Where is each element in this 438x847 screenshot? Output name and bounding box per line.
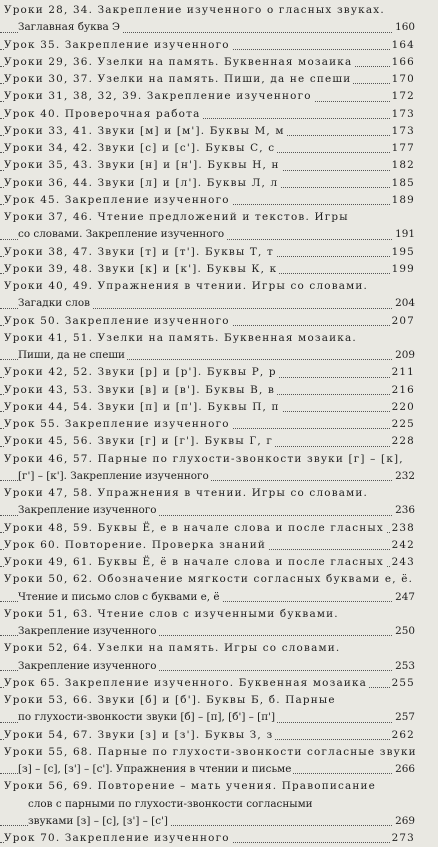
toc-text: Урок 50. Закрепление изученного — [4, 314, 230, 327]
page-number: 191 — [393, 226, 415, 243]
toc-line — [0, 347, 438, 364]
toc-text: слов с парными по глухости-звонкости согласными — [28, 797, 313, 810]
toc-text: Уроки 55, 68. Парные по глухости-звонкости согласные звуки — [4, 745, 417, 758]
page-number: 232 — [393, 468, 415, 485]
page-number: 177 — [390, 140, 415, 157]
toc-line — [0, 226, 438, 243]
toc-line — [0, 468, 438, 485]
page-number: 173 — [390, 106, 415, 123]
toc-line — [0, 364, 438, 381]
toc-text: Уроки 49, 61. Буквы Ё, ё в начале слова и после гласных — [4, 556, 384, 568]
toc-line — [0, 209, 438, 226]
toc-line — [0, 744, 438, 761]
toc-line — [0, 520, 438, 537]
toc-text: по глухости-звонкости звуки [б] – [п], [б'] – [п'] — [18, 711, 276, 724]
page-number: 173 — [390, 123, 415, 140]
page-number: 228 — [390, 433, 415, 450]
toc-line — [0, 330, 438, 347]
toc-line — [0, 157, 438, 174]
page-number: 166 — [390, 54, 415, 71]
toc-text: Уроки 48, 59. Буквы Ё, е в начале слова и после гласных — [4, 521, 384, 534]
toc-line — [0, 606, 438, 623]
toc-line — [0, 19, 438, 36]
page-number: 250 — [393, 623, 415, 640]
page-number: 204 — [393, 295, 415, 312]
toc-line — [0, 313, 438, 330]
toc-text: Уроки 45, 56. Звуки [г] и [г']. Буквы Г, г — [4, 435, 274, 448]
page-number: 189 — [390, 192, 415, 209]
toc-line — [0, 123, 438, 140]
toc-line — [0, 727, 438, 744]
toc-text: Уроки 56, 69. Повторение – мать учения. Правописание — [4, 780, 376, 793]
page-number: 247 — [393, 589, 415, 606]
toc-line — [0, 37, 438, 54]
toc-text: Уроки 39, 48. Звуки [к] и [к']. Буквы К, к — [4, 262, 278, 275]
toc-line — [0, 658, 438, 675]
page-number: 207 — [390, 313, 415, 330]
page-number: 185 — [390, 175, 415, 192]
page-number: 211 — [390, 364, 415, 381]
toc-text: Уроки 36, 44. Звуки [л] и [л']. Буквы Л, л — [4, 176, 279, 189]
toc-line — [0, 813, 438, 830]
toc-text: Уроки 54, 67. Звуки [з] и [з']. Буквы З, з — [4, 728, 274, 741]
toc-text: Урок 40. Проверочная работа — [4, 107, 201, 120]
toc-line — [0, 589, 438, 606]
page-number: 225 — [390, 416, 415, 433]
toc-line — [0, 261, 438, 278]
toc-text: Уроки 28, 34. Закрепление изученного о гласных звуках. — [4, 4, 385, 16]
toc-line — [0, 295, 438, 312]
page-number: 238 — [390, 520, 415, 537]
toc-line — [0, 623, 438, 640]
toc-line — [0, 485, 438, 502]
toc-text: Урок 65. Закрепление изученного. Буквенная мозаика — [4, 676, 368, 689]
toc-line — [0, 571, 438, 588]
page-number: 160 — [393, 19, 415, 36]
page-number: 242 — [390, 537, 415, 554]
toc-line — [0, 106, 438, 123]
page-number: 236 — [393, 502, 415, 519]
toc-line — [0, 692, 438, 709]
toc-line — [0, 537, 438, 554]
toc-line — [0, 796, 438, 813]
toc-text: Уроки 50, 62. Обозначение мягкости согласных буквами е, ё. — [4, 573, 414, 586]
toc-text: Урок 60. Повторение. Проверка знаний — [4, 538, 266, 551]
toc-line — [0, 416, 438, 433]
toc-line — [0, 640, 438, 657]
toc-text: со словами. Закрепление изученного — [18, 228, 225, 241]
toc-line — [0, 761, 438, 778]
toc-text: Уроки 44, 54. Звуки [п] и [п']. Буквы П, п — [4, 400, 280, 413]
toc-text: [з] – [с], [з'] – [с']. Упражнения в чтении и письме — [18, 763, 292, 775]
toc-line — [0, 175, 438, 192]
toc-text: Уроки 30, 37. Узелки на память. Пиши, да не спеши — [4, 73, 352, 85]
toc-text: Уроки 47, 58. Упражнения в чтении. Игры со словами. — [4, 487, 369, 499]
page-number: 269 — [393, 813, 415, 830]
toc-text: Уроки 40, 49. Упражнения в чтении. Игры со словами. — [4, 280, 369, 292]
toc-text: Уроки 33, 41. Звуки [м] и [м']. Буквы М, м — [4, 124, 285, 137]
toc-text: Чтение и письмо слов с буквами е, ё — [18, 590, 220, 603]
page-number: 170 — [390, 71, 415, 88]
toc-text: Загадки слов — [18, 297, 90, 310]
page-number: 262 — [390, 727, 415, 744]
toc-text: Уроки 53, 66. Звуки [б] и [б']. Буквы Б, б. Парные — [4, 694, 336, 706]
page-number: 266 — [393, 761, 415, 778]
toc-line — [0, 140, 438, 157]
toc-text: Уроки 42, 52. Звуки [р] и [р']. Буквы Р, р — [4, 366, 277, 379]
page-number: 253 — [393, 658, 415, 675]
toc-text: Закрепление изученного — [18, 504, 157, 517]
toc-text: Уроки 51, 63. Чтение слов с изученными буквами. — [4, 607, 339, 620]
toc-line — [0, 451, 438, 468]
toc-text: Уроки 29, 36. Узелки на память. Буквенная мозаика — [4, 55, 353, 68]
toc-text: Уроки 34, 42. Звуки [с] и [с']. Буквы С, с — [4, 142, 276, 154]
toc-line — [0, 502, 438, 519]
toc-line — [0, 71, 438, 88]
toc-text: Уроки 38, 47. Звуки [т] и [т']. Буквы Т, т — [4, 245, 275, 258]
toc-line — [0, 709, 438, 726]
toc-text: Уроки 37, 46. Чтение предложений и текстов. Игры — [4, 211, 349, 223]
toc-text: Урок 55. Закрепление изученного — [4, 418, 230, 430]
toc-text: [г'] – [к']. Закрепление изученного — [18, 469, 209, 482]
page-number: 172 — [390, 88, 415, 105]
page-number: 216 — [390, 382, 415, 399]
toc-line — [0, 433, 438, 450]
toc-line — [0, 278, 438, 295]
toc-line — [0, 2, 438, 19]
page-number: 182 — [390, 157, 415, 174]
toc-text: Уроки 46, 57. Парные по глухости-звонкости звуки [г] – [к], — [4, 452, 404, 465]
page-number: 195 — [390, 244, 415, 261]
toc-text: Уроки 43, 53. Звуки [в] и [в']. Буквы В, в — [4, 383, 276, 396]
toc-text: Урок 45. Закрепление изученного — [4, 193, 230, 206]
page-number: 209 — [393, 347, 415, 364]
page-number: 199 — [390, 261, 415, 278]
toc-text: Пиши, да не спеши — [18, 349, 125, 361]
page-number: 273 — [390, 830, 415, 847]
toc-text: Закрепление изученного — [18, 625, 157, 637]
toc-text: Уроки 52, 64. Узелки на память. Игры со словами. — [4, 642, 341, 655]
toc-line — [0, 675, 438, 692]
toc-line — [0, 778, 438, 795]
toc-text: Уроки 31, 38, 32, 39. Закрепление изученного — [4, 90, 312, 103]
toc-list — [0, 2, 438, 847]
toc-text: Закрепление изученного — [18, 659, 157, 672]
toc-line — [0, 54, 438, 71]
toc-text: Уроки 41, 51. Узелки на память. Буквенная мозаика. — [4, 331, 357, 344]
page-number: 255 — [390, 675, 415, 692]
page-number: 243 — [390, 554, 415, 571]
toc-text: звуками [з] – [с], [з'] – [с'] — [28, 814, 168, 827]
toc-line — [0, 382, 438, 399]
toc-text: Уроки 35, 43. Звуки [н] и [н']. Буквы Н, н — [4, 159, 280, 172]
toc-text: Урок 70. Закрепление изученного — [4, 832, 230, 844]
page-number: 257 — [393, 709, 415, 726]
toc-line — [0, 88, 438, 105]
toc-line — [0, 244, 438, 261]
toc-text: Урок 35. Закрепление изученного — [4, 38, 230, 51]
page-number: 164 — [390, 37, 415, 54]
toc-line — [0, 830, 438, 847]
page-number: 220 — [390, 399, 415, 416]
toc-line — [0, 192, 438, 209]
toc-line — [0, 399, 438, 416]
toc-text: Заглавная буква Э — [18, 21, 120, 34]
toc-line — [0, 554, 438, 571]
